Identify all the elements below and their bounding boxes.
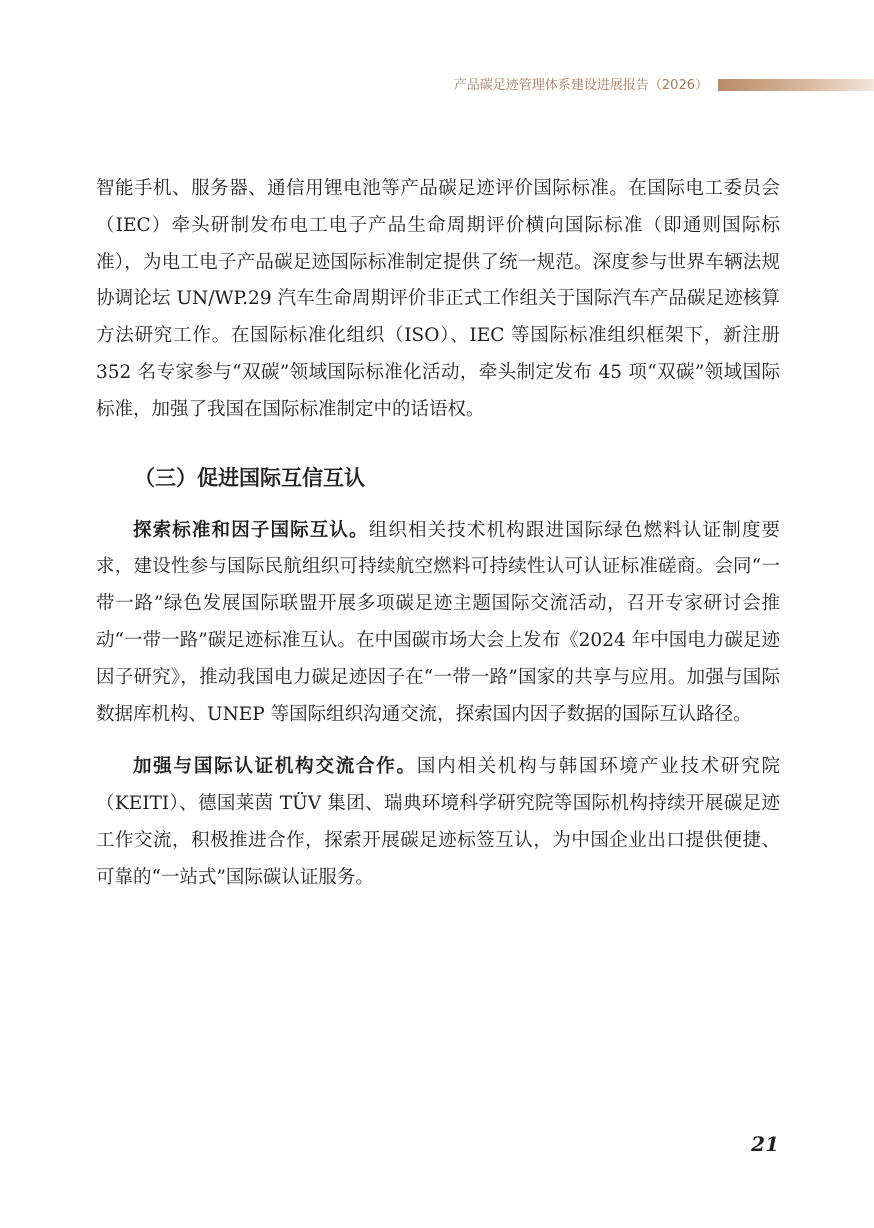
main-content [96, 171, 780, 897]
header-title: 产品碳足迹管理体系建设进展报告（2026） [453, 78, 708, 93]
paragraph-body: 组织相关技术机构跟进国际绿色燃料认证制度要求，建设性参与国际民航组织可持续航空燃料可持续性认可认证标准磋商。会同“一带一路”绿色发展国际联盟开展多项碳足迹主题国际交流活动，召开专家研讨会推动“一带一路”碳足迹标准互认。在中国碳市场大会上发布《2024 年中国电力碳足迹因子研究》，推动我国电力碳足迹因子在“一带一路”国家的共享与应用。加强与国际数据库机构、UNEP 等国际组织沟通交流，探索国内因子数据的国际互认路径。 [96, 519, 780, 725]
paragraph-lead: 探索标准和因子国际互认。 [133, 519, 369, 541]
paragraph-standards: 智能手机、服务器、通信用锂电池等产品碳足迹评价国际标准。在国际电工委员会（IEC）牵头研制发布电工电子产品生命周期评价横向国际标准（即通则国际标准），为电工电子产品碳足迹国际标准制定提供了统一规范。深度参与世界车辆法规协调论坛 UN/WP.29 汽车生命周期评价非正式工作组关于国际汽车产品碳足迹核算方法研究工作。在国际标准化组织（ISO）、IEC 等国际标准组织框架下，新注册 352 名专家参与“双碳”领域国际标准化活动，牵头制定发布 45 项“双碳”领域国际标准，加强了我国在国际标准制定中的话语权。 [96, 178, 780, 420]
paragraph-certification-cooperation [96, 749, 780, 896]
page-header [0, 76, 874, 96]
page-number: 21 [751, 1132, 779, 1156]
paragraph-body: 国内相关机构与韩国环境产业技术研究院（KEITI）、德国莱茵 TÜV 集团、瑞典环境科学研究院等国际机构持续开展碳足迹工作交流，积极推进合作，探索开展碳足迹标签互认，为中国企业出口提供便捷、可靠的“一站式”国际碳认证服务。 [96, 756, 780, 888]
paragraph-lead: 加强与国际认证机构交流合作。 [133, 756, 417, 778]
paragraph-gap [96, 733, 780, 749]
paragraph-factor-recognition [96, 513, 780, 734]
section-heading: （三）促进国际互信互认 [134, 465, 365, 490]
header-decorative-bar [718, 79, 874, 91]
